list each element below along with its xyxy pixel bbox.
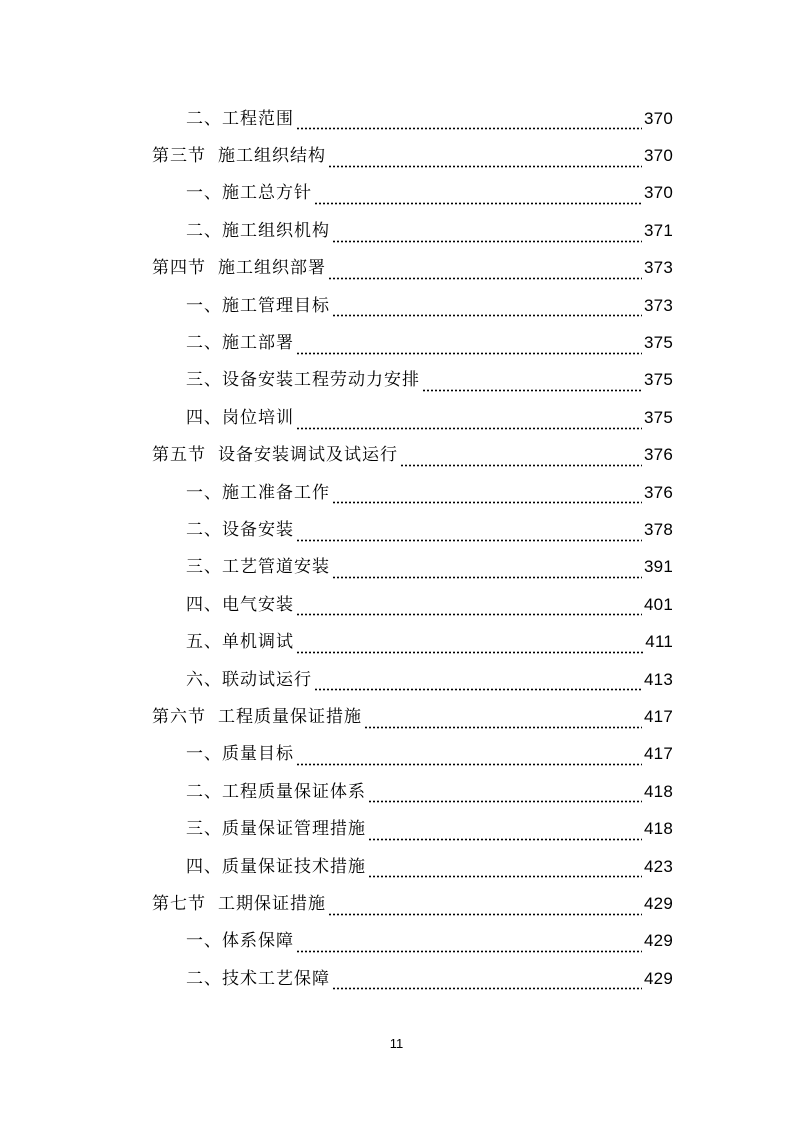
toc-dot-leader	[422, 370, 642, 392]
toc-entry-name: 单机调试	[222, 632, 294, 653]
toc-entry-prefix: 第四节	[152, 258, 206, 279]
toc-entry-page: 417	[644, 744, 673, 764]
toc-entry-page: 376	[644, 482, 673, 502]
toc-entry-name: 质量保证管理措施	[222, 819, 366, 840]
toc-section-entry[interactable]	[0, 698, 793, 735]
toc-entry-name: 施工组织部署	[218, 258, 326, 279]
toc-entry-title	[186, 743, 294, 765]
toc-entry-prefix: 一、	[186, 931, 222, 952]
toc-entry-name: 工期保证措施	[218, 893, 326, 914]
toc-entry-name: 质量目标	[222, 744, 294, 765]
toc-entry-prefix: 第六节	[152, 706, 206, 727]
toc-entry-prefix: 四、	[186, 407, 222, 428]
toc-entry-prefix: 四、	[186, 594, 222, 615]
toc-entry-prefix: 第五节	[152, 445, 206, 466]
toc-entry-name: 联动试运行	[222, 669, 312, 690]
toc-subsection-entry[interactable]	[0, 586, 793, 623]
toc-entry-page: 429	[644, 968, 673, 988]
toc-entry-title	[152, 257, 326, 279]
toc-entry-page: 418	[644, 781, 673, 801]
toc-entry-prefix: 五、	[186, 632, 222, 653]
toc-entry-prefix: 一、	[186, 183, 222, 204]
toc-entry-name: 工程范围	[222, 108, 294, 129]
toc-entry-title	[152, 706, 362, 728]
toc-entry-name: 施工管理目标	[222, 295, 330, 316]
toc-entry-page: 401	[644, 594, 673, 614]
toc-entry-title	[152, 893, 326, 915]
toc-dot-leader	[296, 520, 642, 542]
toc-entry-prefix: 六、	[186, 669, 222, 690]
toc-section-entry[interactable]	[0, 885, 793, 922]
toc-dot-leader	[328, 894, 642, 916]
toc-entry-title	[186, 631, 294, 653]
toc-entry-name: 体系保障	[222, 931, 294, 952]
toc-subsection-entry[interactable]	[0, 511, 793, 548]
toc-entry-page: 418	[644, 819, 673, 839]
toc-entry-title	[186, 968, 330, 990]
toc-entry-page: 373	[644, 295, 673, 315]
toc-entry-page: 370	[644, 146, 673, 166]
toc-dot-leader	[296, 594, 642, 616]
toc-entry-title	[186, 407, 294, 429]
toc-subsection-entry[interactable]	[0, 810, 793, 847]
toc-entry-title	[186, 856, 366, 878]
toc-entry-page: 378	[644, 519, 673, 539]
toc-entry-prefix: 二、	[186, 220, 222, 241]
toc-entry-prefix: 第七节	[152, 893, 206, 914]
toc-entry-prefix: 一、	[186, 744, 222, 765]
toc-dot-leader	[314, 183, 642, 205]
toc-dot-leader	[328, 258, 642, 280]
toc-subsection-entry[interactable]	[0, 623, 793, 660]
toc-entry-name: 设备安装调试及试运行	[218, 445, 398, 466]
toc-subsection-entry[interactable]	[0, 175, 793, 212]
toc-dot-leader	[332, 482, 642, 504]
toc-entry-name: 电气安装	[222, 594, 294, 615]
toc-subsection-entry[interactable]	[0, 212, 793, 249]
toc-subsection-entry[interactable]	[0, 923, 793, 960]
toc-dot-leader	[332, 968, 642, 990]
toc-entry-prefix: 三、	[186, 819, 222, 840]
toc-entry-prefix: 一、	[186, 482, 222, 503]
toc-dot-leader	[296, 108, 642, 130]
toc-subsection-entry[interactable]	[0, 287, 793, 324]
toc-entry-page: 370	[644, 183, 673, 203]
toc-entry-name: 施工总方针	[222, 183, 312, 204]
toc-dot-leader	[328, 146, 642, 168]
toc-entry-title	[186, 930, 294, 952]
toc-entry-title	[186, 781, 366, 803]
toc-entry-prefix: 二、	[186, 781, 222, 802]
toc-entry-prefix: 一、	[186, 295, 222, 316]
toc-entry-title	[186, 220, 330, 242]
toc-entry-page: 423	[644, 856, 673, 876]
toc-dot-leader	[332, 221, 642, 243]
page-number: 11	[389, 1036, 404, 1051]
toc-dot-leader	[400, 445, 642, 467]
toc-dot-leader	[296, 408, 642, 430]
toc-dot-leader	[314, 669, 642, 691]
toc-subsection-entry[interactable]	[0, 399, 793, 436]
toc-section-entry[interactable]	[0, 137, 793, 174]
toc-entry-prefix: 三、	[186, 557, 222, 578]
toc-entry-title	[152, 145, 326, 167]
toc-entry-prefix: 二、	[186, 519, 222, 540]
toc-entry-name: 设备安装工程劳动力安排	[222, 370, 420, 391]
toc-subsection-entry[interactable]	[0, 848, 793, 885]
toc-entry-name: 设备安装	[222, 519, 294, 540]
toc-entry-title	[186, 556, 330, 578]
toc-dot-leader	[368, 781, 642, 803]
toc-dot-leader	[364, 707, 642, 729]
toc-dot-leader	[332, 557, 642, 579]
toc-entry-prefix: 三、	[186, 370, 222, 391]
toc-entry-name: 工艺管道安装	[222, 557, 330, 578]
toc-dot-leader	[368, 819, 642, 841]
toc-entry-page: 417	[644, 706, 673, 726]
toc-entry-title	[186, 519, 294, 541]
toc-entry-prefix: 四、	[186, 856, 222, 877]
toc-entry-title	[186, 818, 366, 840]
toc-subsection-entry[interactable]	[0, 736, 793, 773]
toc-entry-name: 施工准备工作	[222, 482, 330, 503]
toc-dot-leader	[296, 333, 642, 355]
toc-section-entry[interactable]	[0, 250, 793, 287]
toc-entry-prefix: 二、	[186, 108, 222, 129]
toc-entry-page: 375	[644, 333, 673, 353]
toc-entry-name: 工程质量保证体系	[222, 781, 366, 802]
toc-entry-title	[152, 444, 398, 466]
toc-subsection-entry[interactable]	[0, 474, 793, 511]
toc-entry-prefix: 二、	[186, 333, 222, 354]
toc-entry-prefix: 第三节	[152, 146, 206, 167]
toc-entry-page: 370	[644, 108, 673, 128]
toc-entry-page: 413	[644, 669, 673, 689]
toc-entry-name: 工程质量保证措施	[218, 706, 362, 727]
toc-entry-title	[186, 482, 330, 504]
toc-entry-page: 376	[644, 445, 673, 465]
toc-dot-leader	[368, 856, 642, 878]
toc-entry-page: 391	[644, 557, 673, 577]
toc-entry-page: 429	[644, 931, 673, 951]
toc-subsection-entry[interactable]	[0, 100, 793, 137]
toc-subsection-entry[interactable]	[0, 960, 793, 997]
toc-subsection-entry[interactable]	[0, 549, 793, 586]
toc-subsection-entry[interactable]	[0, 362, 793, 399]
toc-dot-leader	[332, 295, 642, 317]
table-of-contents	[0, 100, 793, 997]
toc-entry-title	[186, 594, 294, 616]
toc-entry-title	[186, 108, 294, 130]
toc-entry-page: 375	[644, 370, 673, 390]
toc-dot-leader	[296, 744, 642, 766]
toc-entry-page: 429	[644, 893, 673, 913]
toc-entry-page: 411	[645, 632, 673, 652]
toc-entry-title	[186, 182, 312, 204]
toc-entry-title	[186, 295, 330, 317]
toc-subsection-entry[interactable]	[0, 661, 793, 698]
toc-entry-page: 373	[644, 258, 673, 278]
toc-subsection-entry[interactable]	[0, 324, 793, 361]
toc-dot-leader	[296, 931, 642, 953]
toc-entry-name: 施工部署	[222, 333, 294, 354]
toc-entry-page: 371	[644, 220, 673, 240]
toc-entry-prefix: 二、	[186, 968, 222, 989]
toc-entry-title	[186, 669, 312, 691]
toc-entry-title	[186, 369, 420, 391]
toc-entry-title	[186, 332, 294, 354]
toc-entry-name: 岗位培训	[222, 407, 294, 428]
toc-entry-name: 施工组织机构	[222, 220, 330, 241]
toc-section-entry[interactable]	[0, 437, 793, 474]
toc-entry-name: 质量保证技术措施	[222, 856, 366, 877]
toc-subsection-entry[interactable]	[0, 773, 793, 810]
toc-entry-name: 技术工艺保障	[222, 968, 330, 989]
toc-entry-name: 施工组织结构	[218, 146, 326, 167]
toc-entry-page: 375	[644, 407, 673, 427]
toc-dot-leader	[296, 632, 643, 654]
